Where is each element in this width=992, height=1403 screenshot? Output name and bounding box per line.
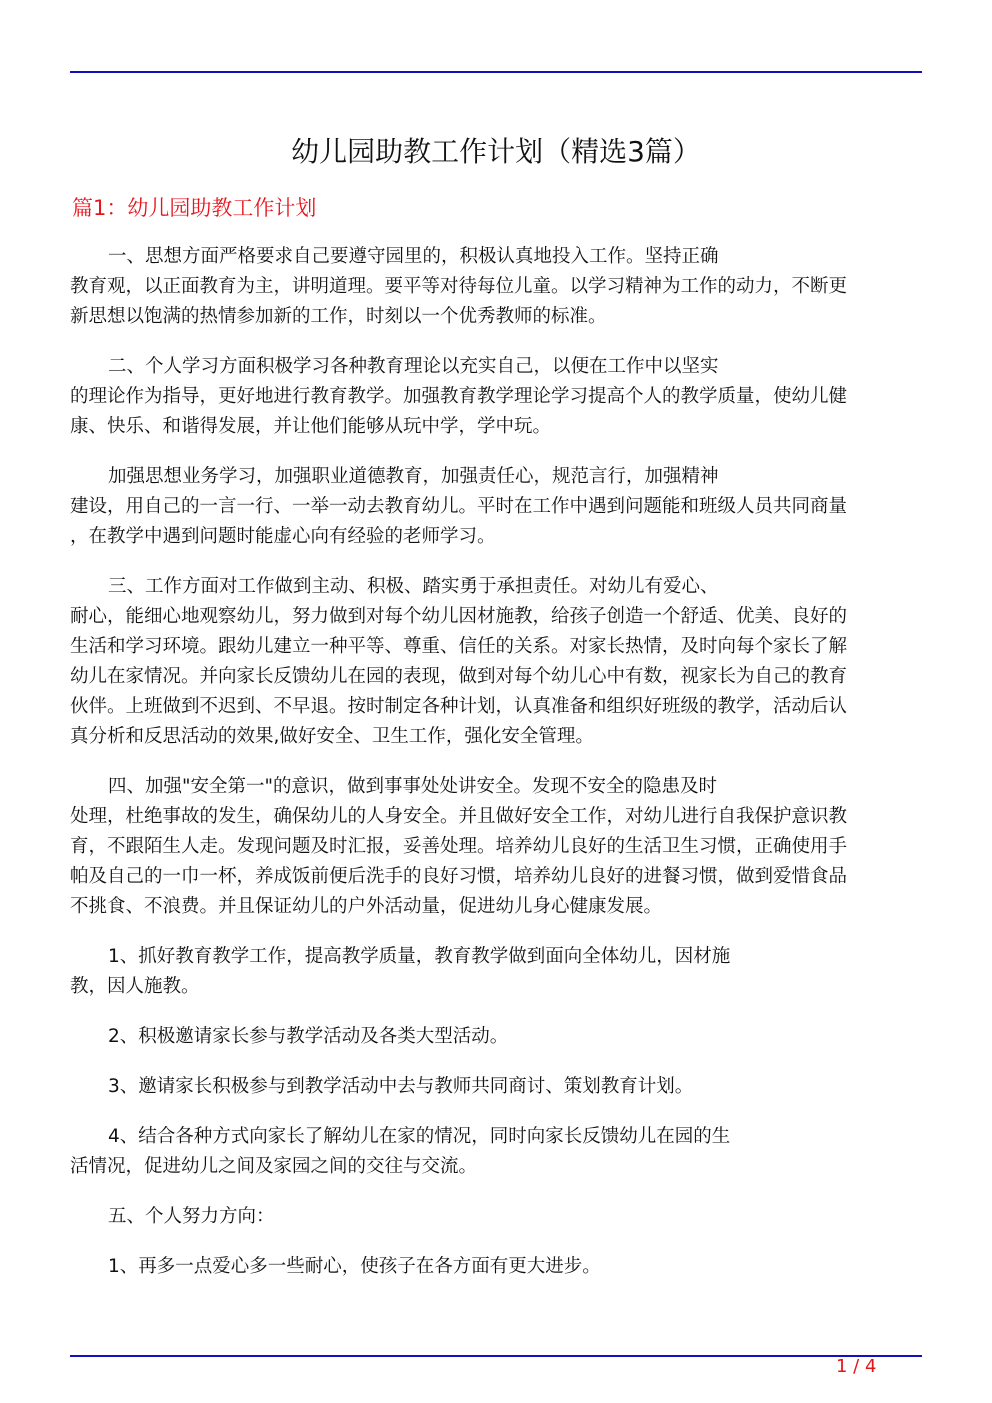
paragraph-line: 2、积极邀请家长参与教学活动及各类大型活动。 — [108, 1026, 509, 1047]
paragraph-line: 耐心，能细心地观察幼儿，努力做到对每个幼儿因材施教，给孩子创造一个舒适、优美、良好的 — [70, 606, 848, 627]
paragraph-line: 二、个人学习方面积极学习各种教育理论以充实自己，以便在工作中以坚实 — [108, 356, 719, 377]
paragraph-line: 1、抓好教育教学工作，提高教学质量，教育教学做到面向全体幼儿，因材施 — [108, 946, 731, 967]
page-number: 1 / 4 — [836, 1356, 877, 1377]
paragraph-line: 五、个人努力方向： — [108, 1206, 275, 1227]
paragraph-line: ，在教学中遇到问题时能虚心向有经验的老师学习。 — [70, 526, 496, 547]
paragraph-line: 活情况，促进幼儿之间及家园之间的交往与交流。 — [70, 1156, 478, 1177]
paragraph-line: 处理，杜绝事故的发生，确保幼儿的人身安全。并且做好安全工作，对幼儿进行自我保护意识教 — [70, 806, 848, 827]
paragraph-line: 帕及自己的一巾一杯，养成饭前便后洗手的良好习惯，培养幼儿良好的进餐习惯，做到爱惜食品 — [70, 866, 848, 887]
paragraph-line: 真分析和反思活动的效果,做好安全、卫生工作，强化安全管理。 — [70, 726, 594, 747]
paragraph — [70, 1122, 912, 1182]
paragraph-line: 伙伴。上班做到不迟到、不早退。按时制定各种计划，认真准备和组织好班级的教学，活动后认 — [70, 696, 848, 717]
paragraph — [70, 1202, 912, 1232]
paragraph-line: 一、思想方面严格要求自己要遵守园里的，积极认真地投入工作。坚持正确 — [108, 246, 719, 267]
paragraph — [70, 1022, 912, 1052]
paragraph-line: 新思想以饱满的热情参加新的工作，时刻以一个优秀教师的标准。 — [70, 306, 607, 327]
header-rule — [70, 71, 922, 73]
paragraph-line: 不挑食、不浪费。并且保证幼儿的户外活动量，促进幼儿身心健康发展。 — [70, 896, 663, 917]
section-heading: 篇1：幼儿园助教工作计划 — [72, 196, 317, 220]
document-body — [70, 242, 912, 1302]
paragraph-line: 三、工作方面对工作做到主动、积极、踏实勇于承担责任。对幼儿有爱心、 — [108, 576, 719, 597]
paragraph — [70, 242, 912, 332]
paragraph-line: 1、再多一点爱心多一些耐心，使孩子在各方面有更大进步。 — [108, 1256, 601, 1277]
paragraph-line: 教育观，以正面教育为主，讲明道理。要平等对待每位儿童。以学习精神为工作的动力，不断更 — [70, 276, 848, 297]
paragraph — [70, 572, 912, 752]
paragraph-line: 教，因人施教。 — [70, 976, 200, 997]
footer-rule — [70, 1355, 922, 1357]
paragraph-line: 建设，用自己的一言一行、一举一动去教育幼儿。平时在工作中遇到问题能和班级人员共同商量 — [70, 496, 848, 517]
paragraph — [70, 462, 912, 552]
paragraph-line: 的理论作为指导，更好地进行教育教学。加强教育教学理论学习提高个人的教学质量，使幼儿健 — [70, 386, 848, 407]
paragraph — [70, 1252, 912, 1282]
paragraph — [70, 942, 912, 1002]
paragraph-line: 生活和学习环境。跟幼儿建立一种平等、尊重、信任的关系。对家长热情，及时向每个家长了解 — [70, 636, 848, 657]
paragraph-line: 幼儿在家情况。并向家长反馈幼儿在园的表现，做到对每个幼儿心中有数，视家长为自己的教育 — [70, 666, 848, 687]
paragraph-line: 育，不跟陌生人走。发现问题及时汇报，妥善处理。培养幼儿良好的生活卫生习惯，正确使用手 — [70, 836, 848, 857]
paragraph-line: 3、邀请家长积极参与到教学活动中去与教师共同商讨、策划教育计划。 — [108, 1076, 694, 1097]
paragraph-line: 加强思想业务学习，加强职业道德教育，加强责任心，规范言行，加强精神 — [108, 466, 719, 487]
paragraph-line: 4、结合各种方式向家长了解幼儿在家的情况，同时向家长反馈幼儿在园的生 — [108, 1126, 731, 1147]
paragraph-line: 康、快乐、和谐得发展，并让他们能够从玩中学，学中玩。 — [70, 416, 552, 437]
document-title: 幼儿园助教工作计划（精选3篇） — [291, 135, 701, 168]
paragraph — [70, 1072, 912, 1102]
paragraph — [70, 352, 912, 442]
paragraph-line: 四、加强"安全第一"的意识，做到事事处处讲安全。发现不安全的隐患及时 — [108, 776, 718, 797]
paragraph — [70, 772, 912, 922]
